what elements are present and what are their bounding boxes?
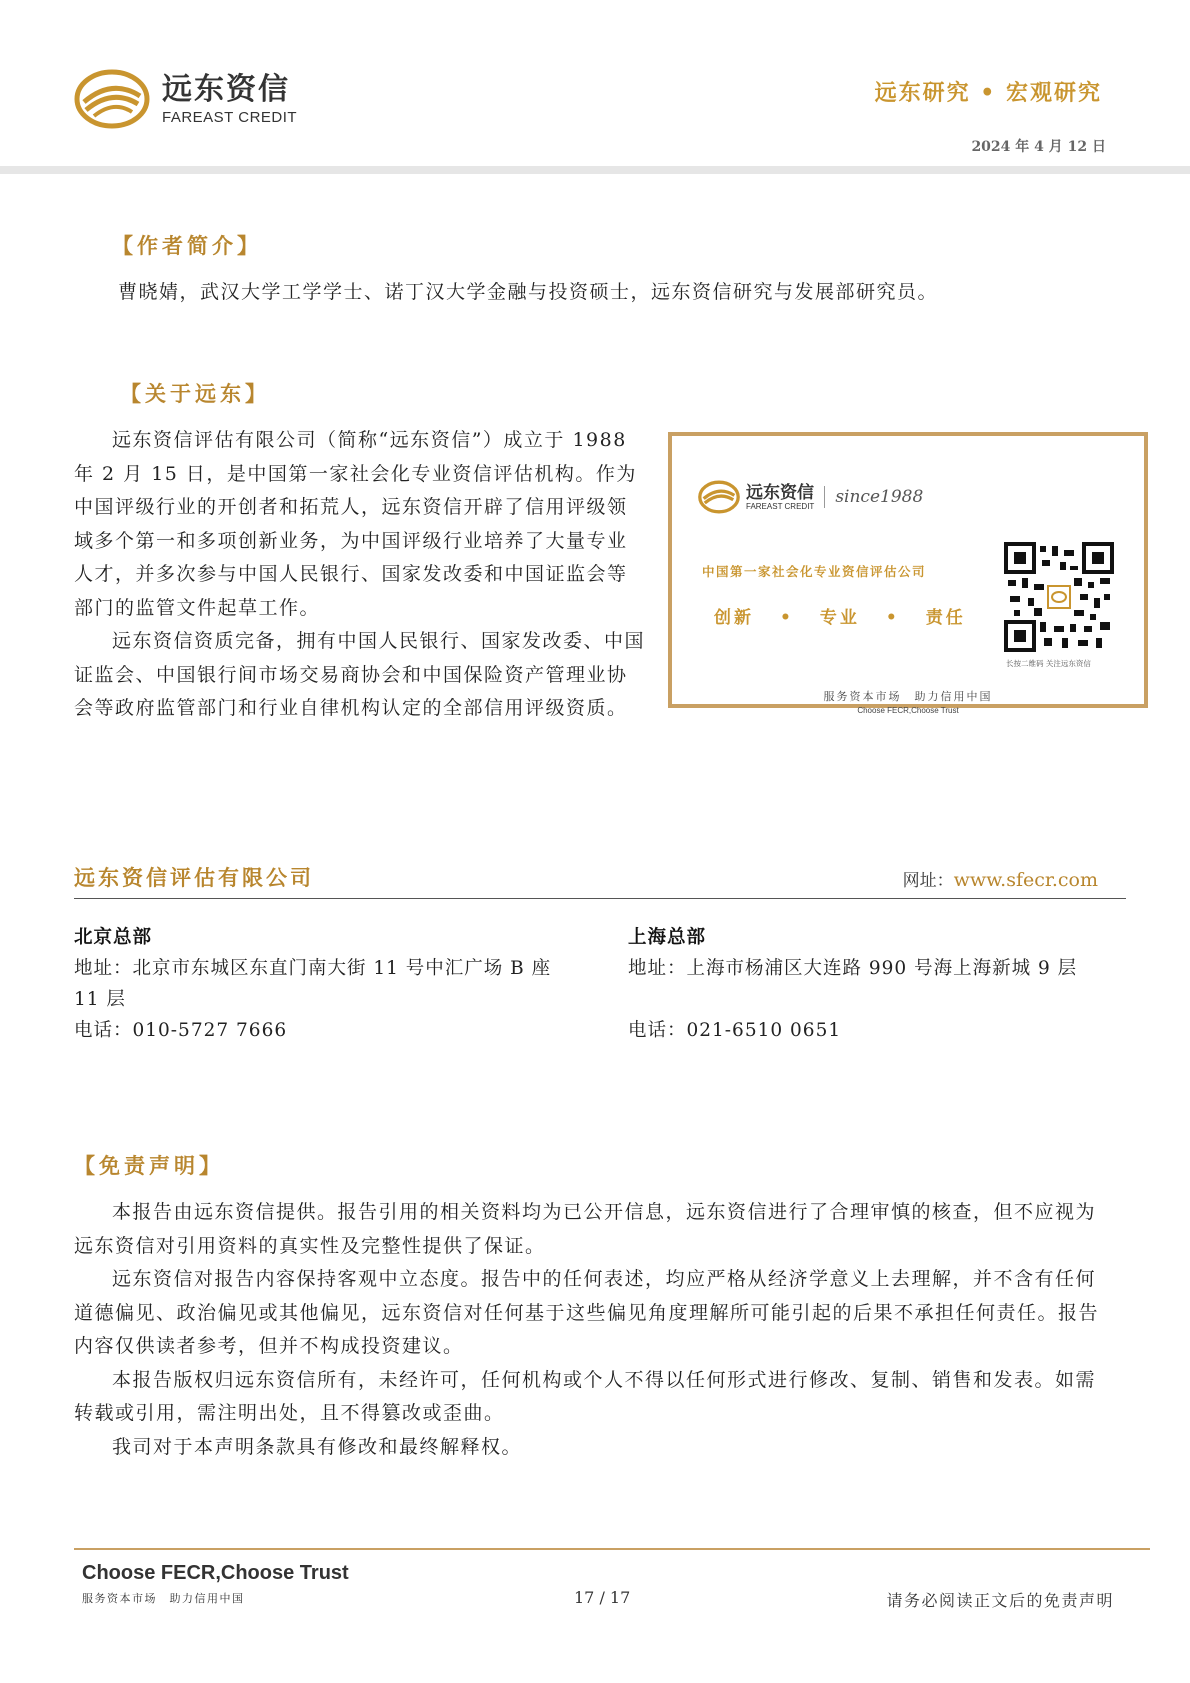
- qr-caption: 长按二维码 关注远东资信: [1006, 659, 1091, 668]
- website-link[interactable]: www.sfecr.com: [953, 869, 1098, 891]
- card-value-item: 专业: [819, 608, 860, 628]
- company-divider: [74, 898, 1126, 899]
- disclaimer-title: 【免责声明】: [74, 1153, 224, 1178]
- card-values: [714, 603, 966, 628]
- company-logo: [74, 68, 297, 130]
- report-date: 2024 年 4 月 12 日: [971, 139, 1106, 155]
- fareast-logo-icon: [74, 68, 150, 130]
- author-section-title: 【作者简介】: [112, 233, 262, 258]
- office-address: 地址：北京市东城区东直门南大街 11 号中汇广场 B 座 11 层: [74, 958, 552, 1010]
- card-value-item: 责任: [925, 608, 966, 628]
- about-section-title: 【关于远东】: [120, 381, 270, 406]
- office-title: 北京总部: [74, 927, 153, 948]
- card-logo: [698, 480, 923, 514]
- logo-cn-text: 远东资信: [162, 71, 290, 107]
- card-value-item: 创新: [714, 608, 754, 628]
- footer-divider: [74, 1548, 1150, 1550]
- disclaimer-text: [74, 1196, 1114, 1464]
- report-series: 远东研究 • 宏观研究: [874, 80, 1102, 106]
- office-phone: 电话：021-6510 0651: [628, 1020, 842, 1041]
- about-text: [74, 424, 646, 726]
- about-paragraph: 远东资信评估有限公司（简称“远东资信”）成立于 1988 年 2 月 15 日，是中国第一家社会化专业资信评估机构。作为中国评级行业的开创者和拓荒人，远东资信开辟了信用评级领域多个第一和多项创新业务，为中国评级行业培养了大量专业人才，并多次参与中国人民银行、国家发改委和中国证监会等部门的监管文件起草工作。: [74, 429, 637, 619]
- card-footer-en: Choose FECR,Choose Trust: [857, 706, 959, 715]
- card-since: since1988: [835, 487, 924, 507]
- footer-note: 请务必阅读正文后的免责声明: [886, 1591, 1114, 1610]
- company-name: 远东资信评估有限公司: [74, 865, 314, 890]
- author-bio: 曹晓婧，武汉大学工学学士、诺丁汉大学金融与投资硕士，远东资信研究与发展部研究员。: [118, 281, 939, 303]
- page-number: 17 / 17: [574, 1588, 631, 1607]
- office-address: 地址：上海市杨浦区大连路 990 号海上海新城 9 层: [628, 958, 1078, 979]
- card-logo-en: FAREAST CREDIT: [746, 501, 815, 511]
- logo-en-text: FAREAST CREDIT: [162, 108, 298, 126]
- card-footer: [672, 688, 1144, 715]
- about-paragraph: 远东资信资质完备，拥有中国人民银行、国家发改委、中国证监会、中国银行间市场交易商协会和中国保险资产管理业协会等政府监管部门和行业自律机构认定的全部信用评级资质。: [74, 630, 646, 719]
- promo-card: [668, 432, 1148, 715]
- header-divider: [0, 166, 1190, 174]
- website: [903, 866, 1098, 891]
- office-phone: 电话：010-5727 7666: [74, 1020, 288, 1041]
- disclaimer-paragraph: 远东资信对报告内容保持客观中立态度。报告中的任何表述，均应严格从经济学意义上去理解，并不含有任何道德偏见、政治偏见或其他偏见，远东资信对任何基于这些偏见角度理解所可能引起的后果不承担任何责任。报告内容仅供读者参考，但并不构成投资建议。: [74, 1268, 1100, 1357]
- disclaimer-paragraph: 本报告版权归远东资信所有，未经许可，任何机构或个人不得以任何形式进行修改、复制、销售和发表。如需转载或引用，需注明出处，且不得篡改或歪曲。: [74, 1368, 1097, 1424]
- card-slogan: 中国第一家社会化专业资信评估公司: [702, 564, 927, 579]
- card-value-dot: •: [885, 608, 900, 628]
- office-title: 上海总部: [628, 927, 707, 948]
- office-beijing: [74, 922, 574, 1046]
- card-logo-separator: [824, 486, 825, 508]
- footer-slogan-en: Choose FECR,Choose Trust: [82, 1562, 349, 1584]
- card-logo-cn: 远东资信: [746, 482, 814, 503]
- qr-code-icon: [1004, 542, 1114, 652]
- footer-slogan-cn: 服务资本市场 助力信用中国: [82, 1592, 245, 1605]
- website-label: 网址：: [902, 871, 954, 891]
- fareast-logo-icon: [698, 480, 740, 514]
- card-value-dot: •: [780, 608, 794, 628]
- disclaimer-paragraph: 我司对于本声明条款具有修改和最终解释权。: [112, 1435, 523, 1458]
- card-footer-cn: 服务资本市场 助力信用中国: [823, 690, 993, 703]
- office-shanghai: [628, 922, 1128, 1046]
- disclaimer-paragraph: 本报告由远东资信提供。报告引用的相关资料均为已公开信息，远东资信进行了合理审慎的核查，但不应视为远东资信对引用资料的真实性及完整性提供了保证。: [74, 1201, 1097, 1257]
